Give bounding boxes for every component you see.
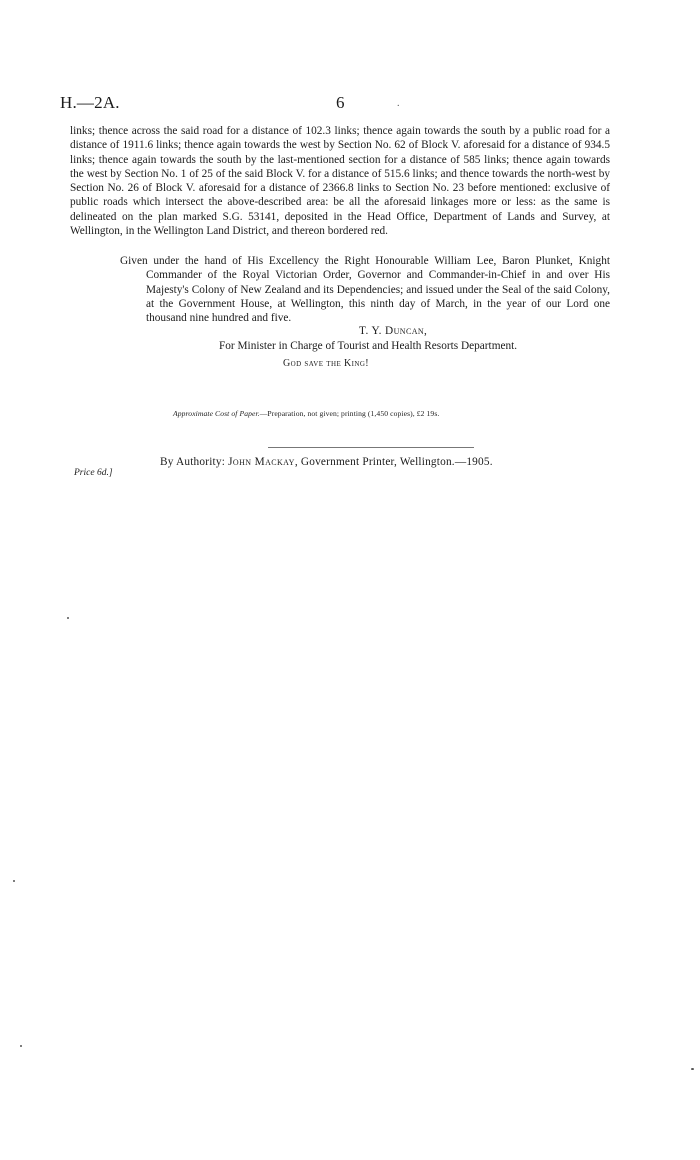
price-label: Price 6d.]	[74, 468, 113, 478]
cost-text: —Preparation, not given; printing (1,450 copies), £2 19s.	[259, 409, 440, 418]
divider-rule	[268, 447, 474, 448]
printer-imprint	[160, 456, 493, 468]
cost-label: Approximate Cost of Paper.	[173, 409, 260, 418]
paper-speck	[67, 617, 69, 619]
paper-speck	[691, 1068, 694, 1070]
paper-speck	[13, 880, 15, 882]
signatory-name: T. Y. Duncan,	[359, 325, 428, 337]
cost-note	[173, 409, 439, 418]
paper-speck	[20, 1045, 22, 1047]
signatory-title: For Minister in Charge of Tourist and Health Resorts Department.	[219, 340, 518, 352]
given-under-hand-paragraph: Given under the hand of His Excellency the Right Honourable William Lee, Baron Plunket, Knight Commander of the Royal Victorian Order, Governor and Commander-in-Chief in and over His Majesty's Colony of New Zealand and its Dependencies; and issued under the Seal of the said Colony, at the Government House, at Wellington, this ninth day of March, in the year of our Lord one thousand nine hundred and five.	[120, 255, 610, 325]
closing-salutation: God save the King!	[283, 358, 370, 369]
imprint-prefix: By Authority:	[160, 456, 226, 468]
imprint-suffix: , Government Printer, Wellington.—1905.	[294, 456, 493, 468]
document-reference: H.—2A.	[60, 93, 120, 112]
body-paragraph: links; thence across the said road for a distance of 102.3 links; thence again towards the south by a public road for a distance of 1911.6 links; thence again towards the west by Section No. 62 of Block V. aforesaid for a distance of 934.5 links; thence again towards the south by the last-mentioned section for a distance of 585 links; thence again towards the west by Section No. 1 of 25 of the said Block V. for a distance of 515.6 links; and thence towards the north-west by Section No. 26 of Block V. aforesaid for a distance of 2366.8 links to Section No. 23 before mentioned: exclusive of public roads which intersect the above-described area: be all the aforesaid linkages more or less: as the same is delineated on the plan marked S.G. 53141, deposited in the Head Office, Department of Lands and Survey, at Wellington, in the Wellington Land District, and thereon bordered red.	[70, 125, 610, 238]
stray-mark: .	[397, 98, 400, 109]
printer-name: John Mackay	[228, 456, 295, 468]
page-number: 6	[336, 93, 345, 112]
